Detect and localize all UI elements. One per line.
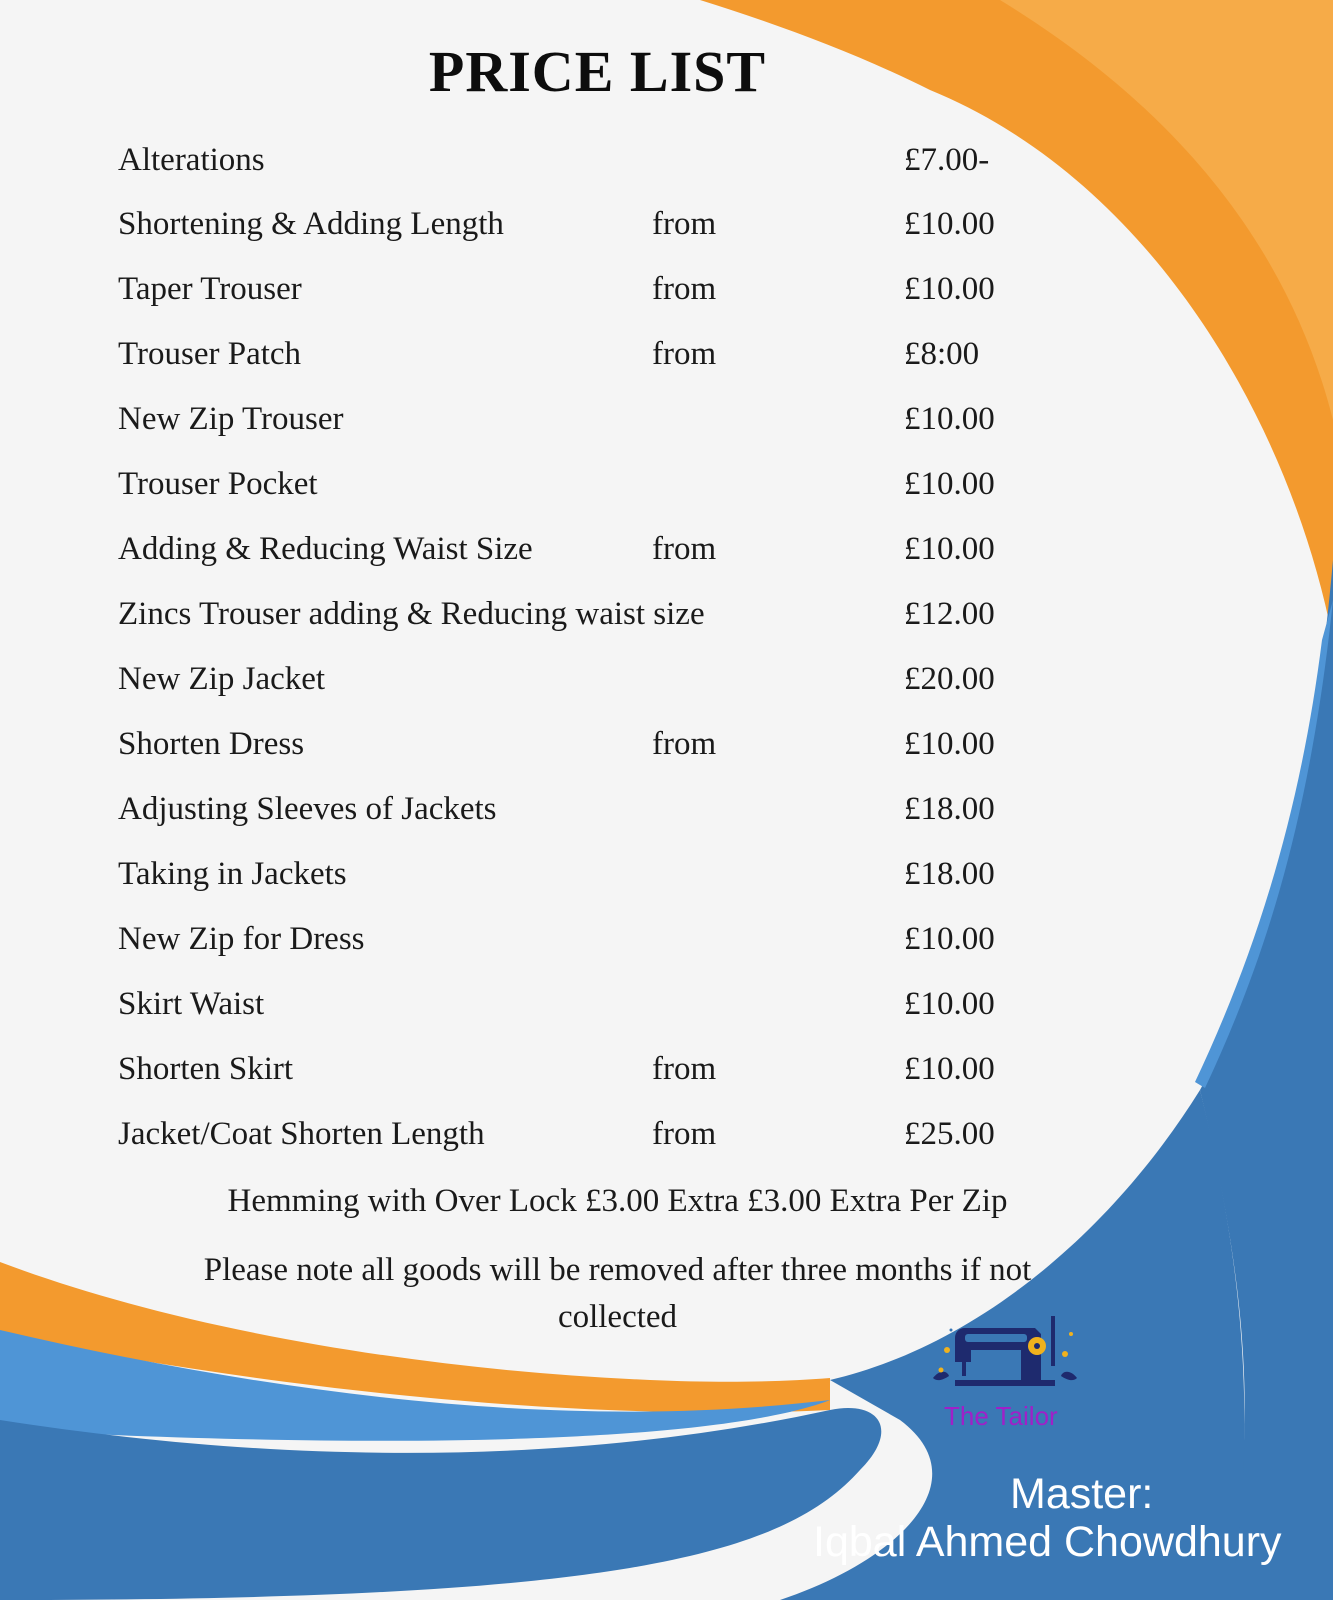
item-price: £12.00 bbox=[904, 596, 995, 632]
price-row bbox=[0, 1116, 1333, 1166]
item-name: Taking in Jackets bbox=[118, 856, 347, 892]
item-name: Zincs Trouser adding & Reducing waist size bbox=[118, 596, 705, 632]
item-from: from bbox=[652, 206, 717, 242]
item-name: Skirt Waist bbox=[118, 986, 265, 1022]
collection-note: Please note all goods will be removed after three months if not collected bbox=[203, 1252, 1032, 1335]
price-row bbox=[0, 986, 1333, 1036]
item-price: £7.00- bbox=[904, 142, 990, 178]
item-price: £10.00 bbox=[904, 531, 995, 567]
price-row bbox=[0, 726, 1333, 776]
price-row bbox=[0, 206, 1333, 256]
item-name: Taper Trouser bbox=[118, 271, 302, 307]
item-price: £10.00 bbox=[904, 401, 995, 437]
price-row bbox=[0, 401, 1333, 451]
item-price: £10.00 bbox=[904, 986, 995, 1022]
price-row bbox=[0, 921, 1333, 971]
item-name: Adding & Reducing Waist Size bbox=[118, 531, 533, 567]
item-name: Shorten Dress bbox=[118, 726, 305, 762]
price-row bbox=[0, 661, 1333, 711]
price-row bbox=[0, 1051, 1333, 1101]
price-row bbox=[0, 791, 1333, 841]
item-price: £10.00 bbox=[904, 466, 995, 502]
sewing-machine-icon bbox=[925, 1310, 1085, 1410]
price-row bbox=[0, 856, 1333, 906]
item-name: New Zip for Dress bbox=[118, 921, 365, 957]
item-from: from bbox=[652, 531, 717, 567]
page-title: PRICE LIST bbox=[428, 39, 767, 104]
item-name: New Zip Trouser bbox=[118, 401, 344, 437]
price-row bbox=[0, 531, 1333, 581]
item-name: Shortening & Adding Length bbox=[118, 206, 504, 242]
item-price: £8:00 bbox=[904, 336, 980, 372]
item-from: from bbox=[652, 271, 717, 307]
item-price: £10.00 bbox=[904, 206, 995, 242]
item-name: New Zip Jacket bbox=[118, 661, 326, 697]
price-row bbox=[0, 336, 1333, 386]
item-name: Trouser Patch bbox=[118, 336, 302, 372]
item-name: Adjusting Sleeves of Jackets bbox=[118, 791, 497, 827]
item-price: £10.00 bbox=[904, 271, 995, 307]
price-row bbox=[0, 596, 1333, 646]
item-price: £20.00 bbox=[904, 661, 995, 697]
price-row bbox=[0, 271, 1333, 321]
item-from: from bbox=[652, 1051, 717, 1087]
item-name: Trouser Pocket bbox=[118, 466, 318, 502]
logo-text: The Tailor bbox=[944, 1401, 1058, 1431]
item-from: from bbox=[652, 726, 717, 762]
item-from: from bbox=[652, 336, 717, 372]
price-row bbox=[0, 142, 1333, 192]
item-price: £18.00 bbox=[904, 791, 995, 827]
item-price: £10.00 bbox=[904, 921, 995, 957]
item-name: Shorten Skirt bbox=[118, 1051, 294, 1087]
item-name: Alterations bbox=[118, 142, 265, 178]
master-label: Master: bbox=[1010, 1470, 1154, 1518]
price-row bbox=[0, 466, 1333, 516]
owner-name: Iqbal Ahmed Chowdhury bbox=[813, 1518, 1282, 1566]
item-from: from bbox=[652, 1116, 717, 1152]
item-price: £10.00 bbox=[904, 1051, 995, 1087]
item-price: £18.00 bbox=[904, 856, 995, 892]
item-price: £10.00 bbox=[904, 726, 995, 762]
item-price: £25.00 bbox=[904, 1116, 995, 1152]
item-name: Jacket/Coat Shorten Length bbox=[118, 1116, 485, 1152]
hemming-note: Hemming with Over Lock £3.00 Extra £3.00 Extra Per Zip bbox=[227, 1183, 1008, 1219]
